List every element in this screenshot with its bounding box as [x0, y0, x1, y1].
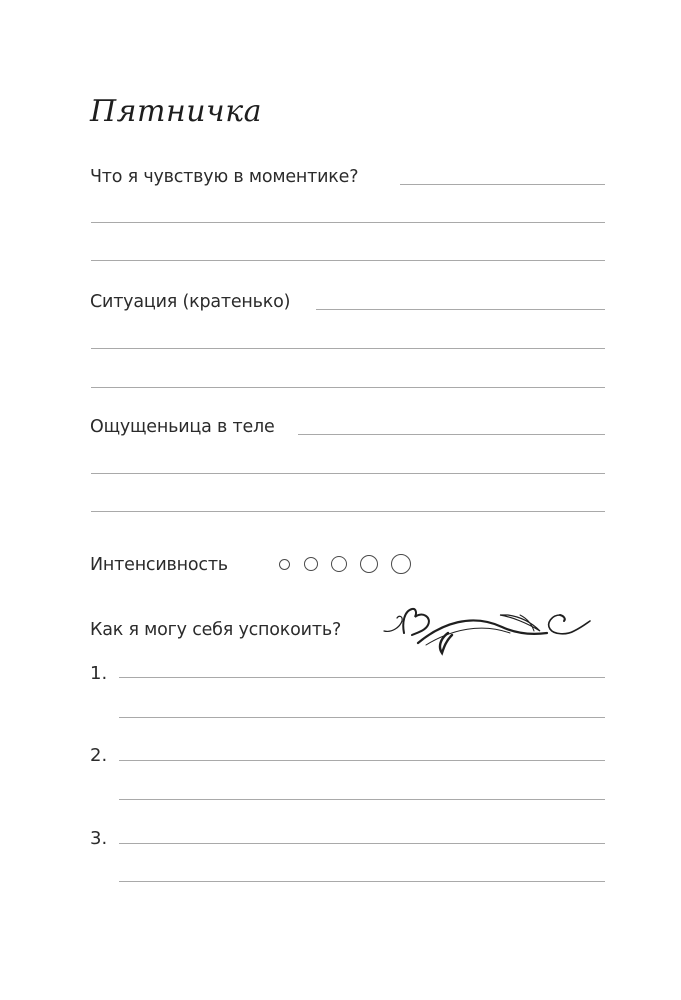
situation-answer-line-3[interactable] [91, 387, 605, 388]
situation-answer-line-1[interactable] [316, 309, 605, 310]
question-body-sensations-label: Ощущеньица в теле [90, 417, 275, 437]
calming-item-number-3: 3. [90, 828, 108, 849]
calming-item-2-line-1[interactable] [119, 760, 605, 761]
intensity-circle-5[interactable] [391, 554, 411, 574]
feelings-answer-line-2[interactable] [91, 222, 605, 223]
calming-item-number-2: 2. [90, 745, 108, 766]
intensity-circle-2[interactable] [304, 557, 318, 571]
body-answer-line-2[interactable] [91, 473, 605, 474]
feelings-answer-line-3[interactable] [91, 260, 605, 261]
question-calming-label: Как я могу себя успокоить? [90, 620, 342, 640]
body-answer-line-3[interactable] [91, 511, 605, 512]
calming-item-1-line-1[interactable] [119, 677, 605, 678]
calming-item-3-line-2[interactable] [119, 881, 605, 882]
question-feelings-label: Что я чувствую в моментике? [90, 167, 359, 187]
calming-item-3-line-1[interactable] [119, 843, 605, 844]
intensity-label: Интенсивность [90, 555, 228, 575]
intensity-circle-4[interactable] [360, 555, 378, 573]
page-title: Пятничка [90, 94, 263, 129]
intensity-circle-3[interactable] [331, 556, 347, 572]
calming-item-1-line-2[interactable] [119, 717, 605, 718]
calming-item-2-line-2[interactable] [119, 799, 605, 800]
situation-answer-line-2[interactable] [91, 348, 605, 349]
floral-flourish-icon [382, 603, 592, 659]
calming-item-number-1: 1. [90, 663, 108, 684]
question-situation-label: Ситуация (кратенько) [90, 292, 291, 312]
intensity-circle-1[interactable] [279, 559, 290, 570]
body-answer-line-1[interactable] [298, 434, 605, 435]
feelings-answer-line-1[interactable] [400, 184, 605, 185]
